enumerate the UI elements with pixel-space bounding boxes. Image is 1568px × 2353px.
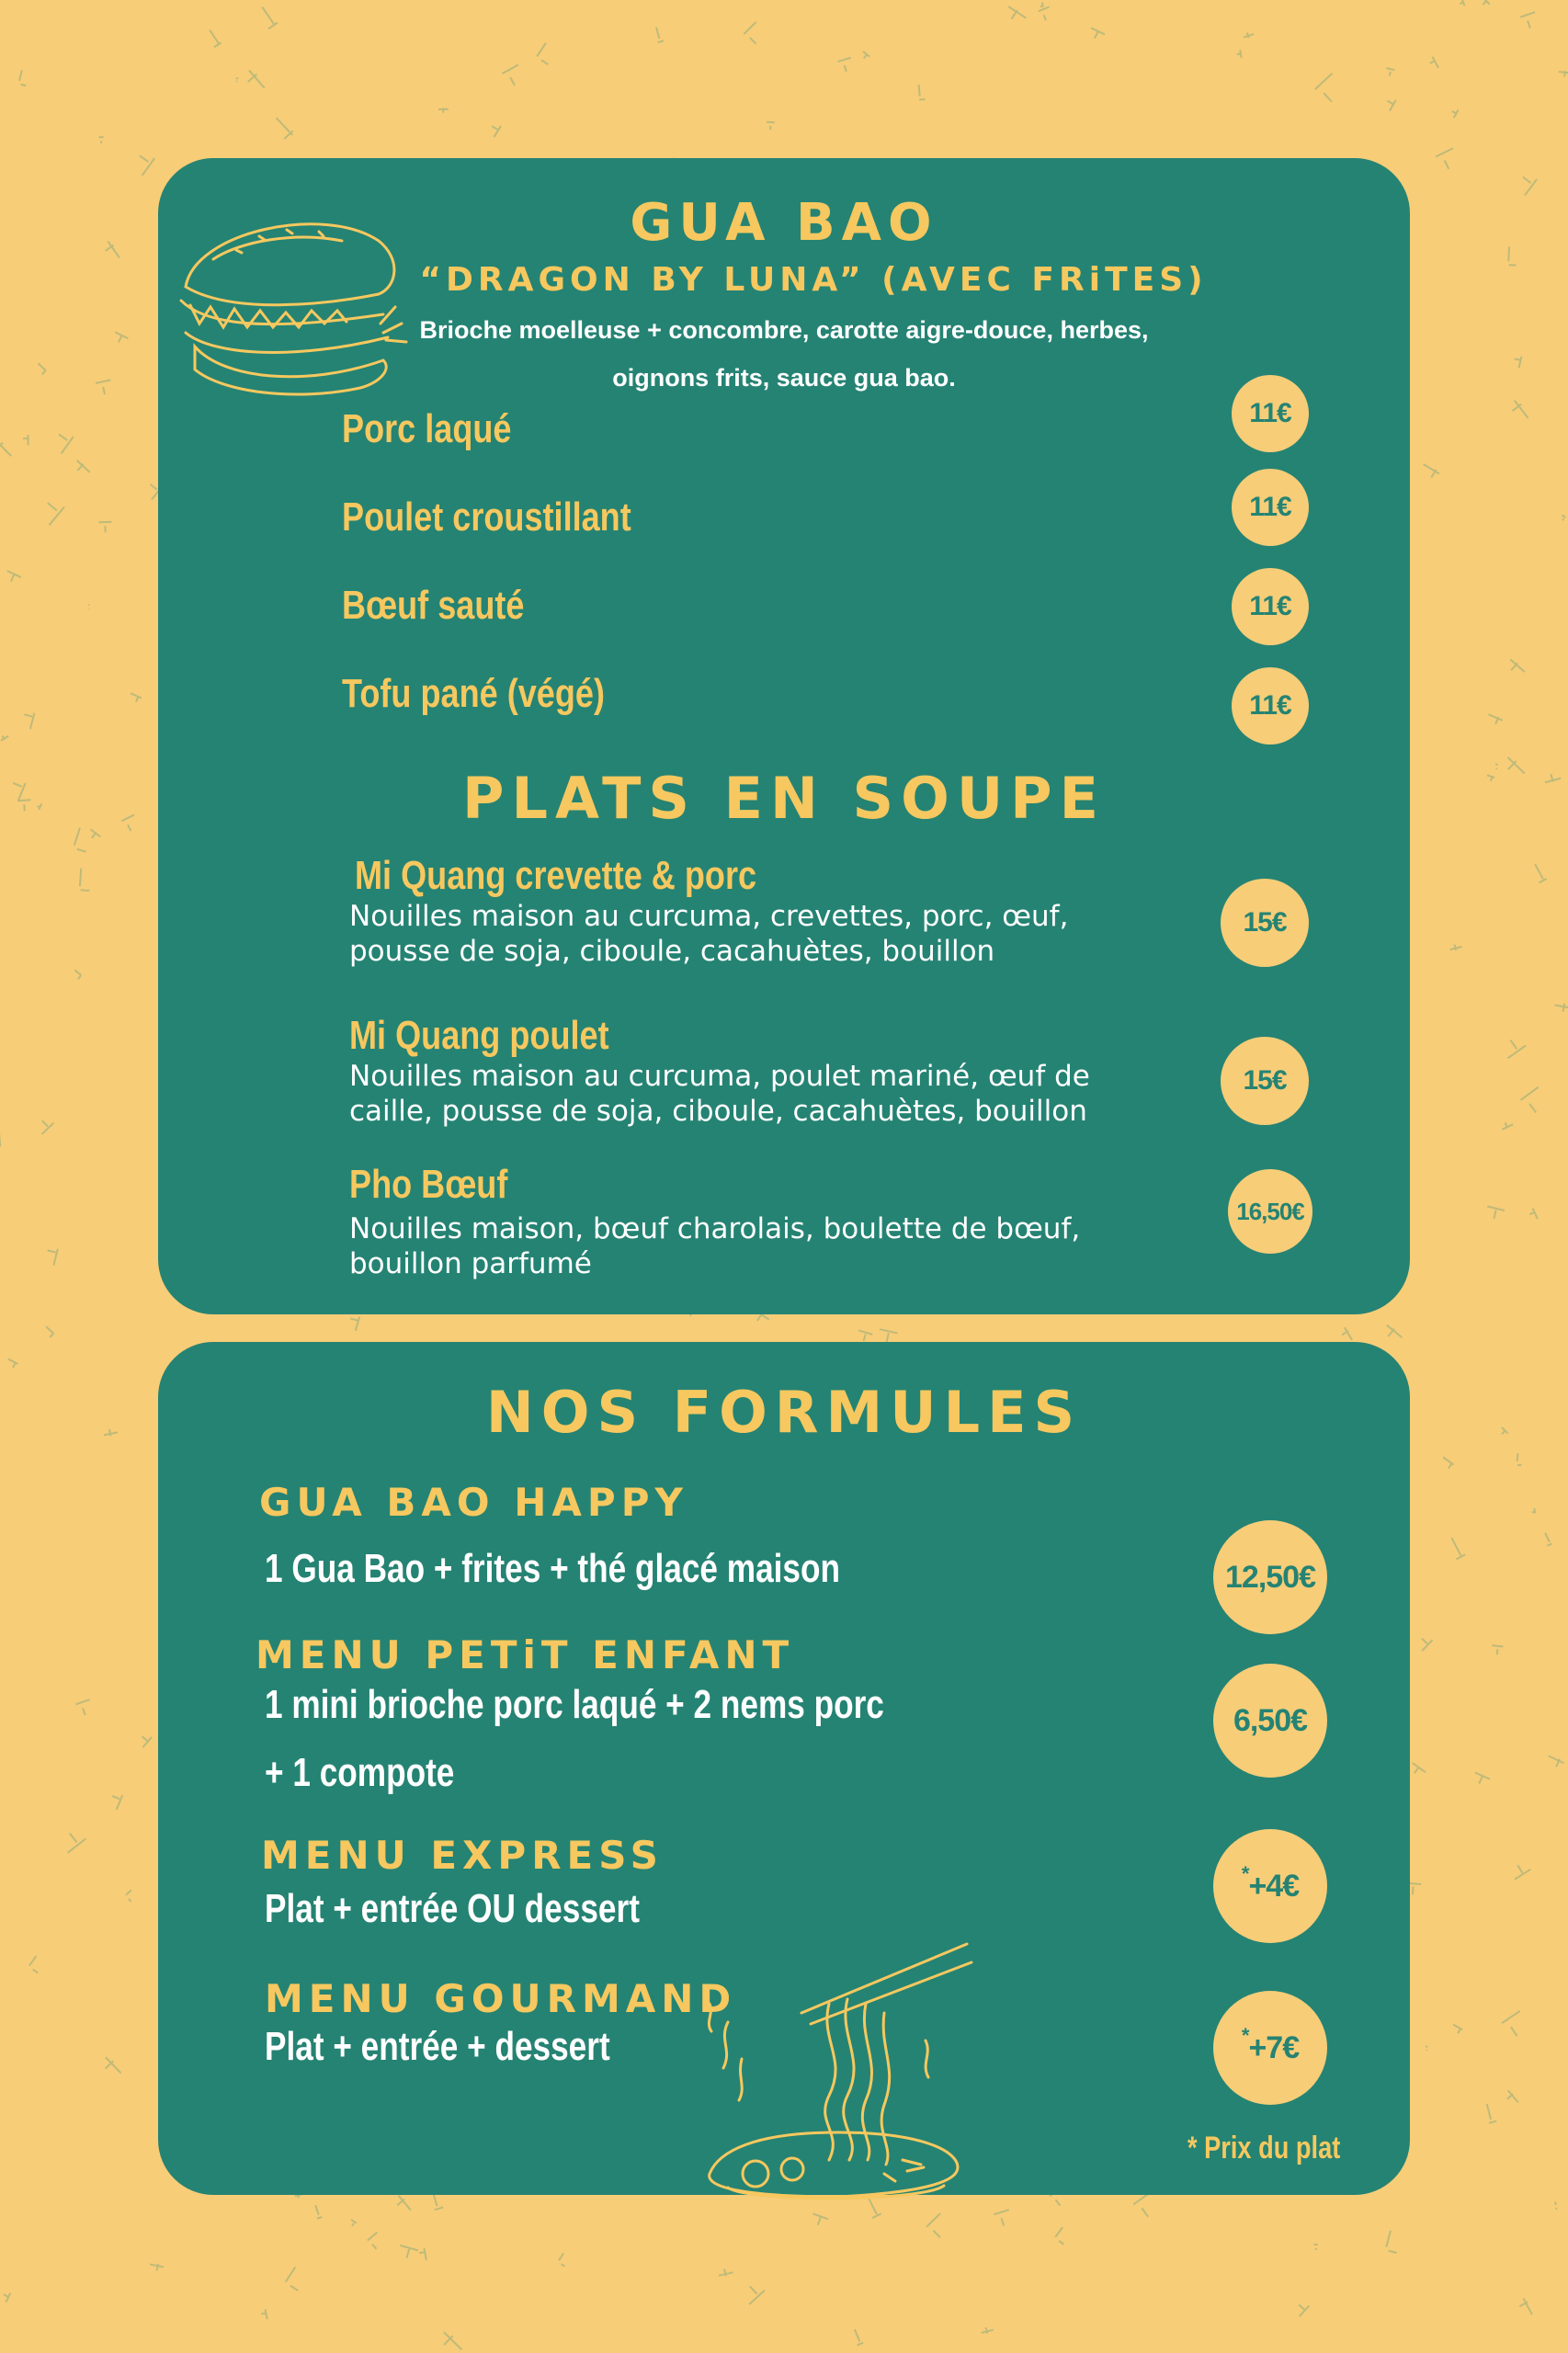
- price-badge: 11€: [1232, 375, 1309, 452]
- texture-stroke: [1487, 2104, 1497, 2123]
- texture-stroke: [46, 1326, 53, 1337]
- texture-stroke: [719, 2269, 733, 2277]
- texture-stroke: [1387, 1325, 1403, 1337]
- texture-stroke: [13, 783, 25, 801]
- texture-stroke: [1237, 51, 1242, 58]
- texture-stroke: [1430, 57, 1438, 68]
- texture-stroke: [1450, 945, 1462, 950]
- price-asterisk: *: [1241, 2024, 1249, 2047]
- texture-stroke: [1508, 757, 1525, 773]
- texture-stroke: [29, 1956, 38, 1973]
- formules-panel: [158, 1342, 1410, 2195]
- price-badge: 15€: [1221, 1037, 1309, 1125]
- gua-bao-and-soups-panel: [158, 158, 1410, 1314]
- texture-stroke: [1436, 148, 1453, 169]
- texture-stroke: [75, 1699, 89, 1715]
- formule-description: Plat + entrée + dessert: [265, 2024, 610, 2069]
- texture-stroke: [68, 1834, 86, 1853]
- texture-stroke: [80, 869, 89, 891]
- texture-stroke: [1244, 33, 1254, 38]
- texture-stroke: [1040, 3, 1043, 7]
- texture-stroke: [982, 2327, 994, 2334]
- texture-stroke: [277, 118, 293, 139]
- texture-stroke: [537, 43, 548, 64]
- texture-stroke: [880, 1329, 897, 1342]
- texture-stroke: [1488, 714, 1502, 724]
- price-badge: 15€: [1221, 879, 1309, 967]
- texture-stroke: [1443, 1457, 1454, 1468]
- texture-stroke: [77, 460, 90, 472]
- texture-stroke: [315, 2205, 322, 2219]
- texture-stroke: [1413, 1763, 1426, 1773]
- texture-stroke: [919, 85, 926, 99]
- texture-stroke: [17, 800, 30, 811]
- texture-stroke: [1529, 1209, 1537, 1220]
- texture-stroke: [39, 363, 46, 374]
- texture-stroke: [0, 439, 11, 457]
- formule-name: MENU GOURMAND: [265, 1976, 737, 2021]
- texture-stroke: [89, 604, 90, 608]
- texture-stroke: [1451, 1538, 1465, 1559]
- price-value: +4€: [1248, 1868, 1300, 1904]
- price-badge: 6,50€: [1213, 1664, 1327, 1778]
- texture-stroke: [767, 122, 775, 130]
- texture-stroke: [1387, 100, 1395, 111]
- menu-item-description: bouillon parfumé: [349, 1247, 592, 1280]
- texture-stroke: [99, 137, 104, 143]
- price-badge: [1213, 1829, 1327, 1943]
- menu-item-description: Nouilles maison, bœuf charolais, boulette de bœuf,: [349, 1212, 1081, 1245]
- texture-stroke: [502, 64, 518, 85]
- texture-stroke: [419, 2248, 426, 2260]
- texture-stroke: [104, 1429, 118, 1436]
- texture-stroke: [855, 2329, 863, 2345]
- texture-stroke: [106, 2057, 121, 2073]
- menu-item-name: Poulet croustillant: [342, 494, 631, 540]
- texture-stroke: [559, 2253, 564, 2266]
- soups-title: PLATS EN SOUPE: [462, 765, 1106, 832]
- price-badge: 11€: [1232, 568, 1309, 645]
- price-badge: 11€: [1232, 667, 1309, 745]
- texture-stroke: [838, 58, 851, 72]
- menu-item-description: caille, pousse de soja, ciboule, cacahuètes, bouillon: [349, 1095, 1087, 1128]
- texture-stroke: [1523, 177, 1537, 196]
- texture-stroke: [48, 503, 64, 525]
- price-badge: 16,50€: [1228, 1169, 1312, 1254]
- texture-stroke: [74, 828, 86, 852]
- texture-stroke: [1502, 1427, 1508, 1434]
- texture-stroke: [1, 736, 8, 741]
- texture-stroke: [812, 2213, 827, 2224]
- texture-stroke: [1555, 2201, 1557, 2209]
- gua-bao-title: GUA BAO: [630, 193, 938, 253]
- formules-title: NOS FORMULES: [485, 1379, 1083, 1446]
- price-badge: [1213, 1991, 1327, 2105]
- texture-stroke: [121, 815, 134, 832]
- texture-stroke: [96, 380, 110, 394]
- texture-stroke: [142, 1736, 151, 1747]
- formule-name: GUA BAO HAPPY: [259, 1480, 688, 1525]
- texture-stroke: [7, 571, 21, 582]
- texture-stroke: [1460, 0, 1464, 6]
- texture-stroke: [1299, 2304, 1309, 2316]
- texture-stroke: [350, 1317, 359, 1331]
- gua-bao-description-line1: Brioche moelleuse + concombre, carotte aigre-douce, herbes,: [419, 316, 1149, 344]
- texture-stroke: [115, 332, 128, 342]
- menu-item-name: Mi Quang crevette & porc: [355, 853, 757, 898]
- texture-stroke: [248, 71, 265, 88]
- texture-stroke: [210, 30, 221, 48]
- texture-stroke: [1133, 2192, 1151, 2217]
- texture-stroke: [1519, 2298, 1532, 2314]
- texture-stroke: [744, 22, 756, 44]
- formule-description: 1 mini brioche porc laqué + 2 nems porc: [265, 1682, 884, 1727]
- texture-stroke: [1483, 0, 1489, 5]
- texture-stroke: [126, 1890, 131, 1901]
- texture-stroke: [1555, 1004, 1568, 1012]
- texture-stroke: [1487, 1207, 1505, 1219]
- texture-stroke: [99, 522, 112, 532]
- texture-stroke: [1532, 1508, 1535, 1513]
- texture-stroke: [1507, 2090, 1518, 2102]
- texture-stroke: [1487, 775, 1494, 780]
- texture-stroke: [1055, 2227, 1063, 2245]
- menu-item-description: Nouilles maison au curcuma, poulet mariné, œuf de: [349, 1060, 1090, 1093]
- texture-stroke: [1517, 1453, 1522, 1465]
- texture-stroke: [1535, 864, 1547, 882]
- texture-stroke: [1515, 357, 1522, 369]
- texture-stroke: [1502, 1122, 1513, 1129]
- texture-stroke: [24, 713, 34, 729]
- texture-stroke: [656, 28, 664, 43]
- formule-description: Plat + entrée OU dessert: [265, 1886, 640, 1931]
- texture-stroke: [261, 2309, 267, 2319]
- texture-stroke: [1342, 1327, 1352, 1340]
- texture-stroke: [91, 829, 101, 837]
- texture-stroke: [38, 803, 42, 809]
- texture-stroke: [351, 2220, 357, 2226]
- texture-stroke: [1424, 464, 1439, 478]
- texture-stroke: [1008, 6, 1026, 19]
- formule-name: MENU EXPRESS: [261, 1833, 664, 1878]
- texture-stroke: [1039, 6, 1050, 20]
- texture-stroke: [59, 434, 74, 453]
- price-value: +7€: [1248, 2029, 1300, 2065]
- texture-stroke: [1559, 71, 1568, 76]
- texture-stroke: [858, 1330, 872, 1341]
- texture-stroke: [1545, 774, 1561, 782]
- texture-stroke: [1520, 12, 1535, 28]
- texture-stroke: [1512, 401, 1528, 418]
- texture-stroke: [1549, 1756, 1564, 1767]
- texture-stroke: [1452, 109, 1459, 118]
- price-badge: 11€: [1232, 469, 1309, 546]
- texture-stroke: [74, 970, 81, 979]
- texture-stroke: [150, 2264, 164, 2270]
- texture-stroke: [444, 2332, 461, 2349]
- texture-stroke: [1386, 2231, 1396, 2253]
- texture-stroke: [19, 70, 26, 85]
- texture-stroke: [1453, 2025, 1462, 2034]
- gua-bao-subtitle: “DRAGON BY LUNA” (AVEC FRiTES): [419, 261, 1208, 299]
- texture-stroke: [1495, 765, 1497, 769]
- texture-stroke: [1515, 1865, 1530, 1879]
- texture-stroke: [1426, 2046, 1427, 2051]
- texture-stroke: [1091, 28, 1105, 38]
- texture-stroke: [1492, 1645, 1503, 1654]
- menu-item-description: Nouilles maison au curcuma, crevettes, porc, œuf,: [349, 900, 1069, 933]
- texture-stroke: [131, 693, 142, 701]
- footnote: * Prix du plat: [1187, 2131, 1341, 2165]
- texture-stroke: [106, 242, 119, 258]
- texture-stroke: [492, 126, 501, 137]
- texture-stroke: [926, 2213, 940, 2237]
- texture-stroke: [368, 2233, 377, 2249]
- noodle-bowl-chopsticks-icon: [691, 1939, 976, 2206]
- texture-stroke: [400, 2245, 418, 2258]
- texture-stroke: [1502, 2011, 1520, 2036]
- menu-item-name: Tofu pané (végé): [342, 671, 605, 716]
- texture-stroke: [1508, 1040, 1527, 1059]
- texture-stroke: [4, 2293, 10, 2302]
- texture-stroke: [42, 1120, 54, 1134]
- price-badge: 12,50€: [1213, 1520, 1327, 1634]
- menu-item-name: Mi Quang poulet: [349, 1013, 609, 1058]
- texture-stroke: [48, 1249, 58, 1266]
- menu-item-name: Porc laqué: [342, 406, 512, 451]
- texture-stroke: [1475, 1772, 1490, 1783]
- menu-item-name: Pho Bœuf: [349, 1162, 508, 1207]
- texture-stroke: [262, 7, 278, 29]
- menu-item-name: Bœuf sauté: [342, 583, 525, 628]
- menu-item-description: pousse de soja, ciboule, cacahuètes, bouillon: [349, 935, 995, 968]
- texture-stroke: [397, 2196, 411, 2211]
- texture-stroke: [1422, 1639, 1433, 1652]
- texture-stroke: [1314, 2245, 1318, 2250]
- texture-stroke: [8, 1358, 18, 1367]
- formule-description: + 1 compote: [265, 1750, 455, 1795]
- gua-bao-description-line2: oignons frits, sauce gua bao.: [612, 364, 956, 392]
- texture-stroke: [1545, 1533, 1551, 1546]
- texture-stroke: [1510, 659, 1525, 672]
- texture-stroke: [140, 155, 154, 176]
- texture-stroke: [23, 435, 28, 445]
- texture-stroke: [863, 51, 869, 59]
- texture-stroke: [1562, 515, 1566, 520]
- texture-stroke: [236, 77, 237, 82]
- price-asterisk: *: [1241, 1862, 1249, 1885]
- texture-stroke: [749, 2286, 765, 2304]
- texture-stroke: [1386, 68, 1394, 76]
- texture-stroke: [994, 2210, 1008, 2225]
- texture-stroke: [1521, 1087, 1539, 1113]
- texture-stroke: [286, 2267, 298, 2290]
- texture-stroke: [438, 108, 449, 112]
- texture-stroke: [112, 1795, 122, 1810]
- formule-description: 1 Gua Bao + frites + thé glacé maison: [265, 1546, 841, 1591]
- texture-stroke: [1315, 74, 1333, 102]
- texture-stroke: [1508, 246, 1516, 265]
- formule-name: MENU PETiT ENFANT: [256, 1632, 795, 1677]
